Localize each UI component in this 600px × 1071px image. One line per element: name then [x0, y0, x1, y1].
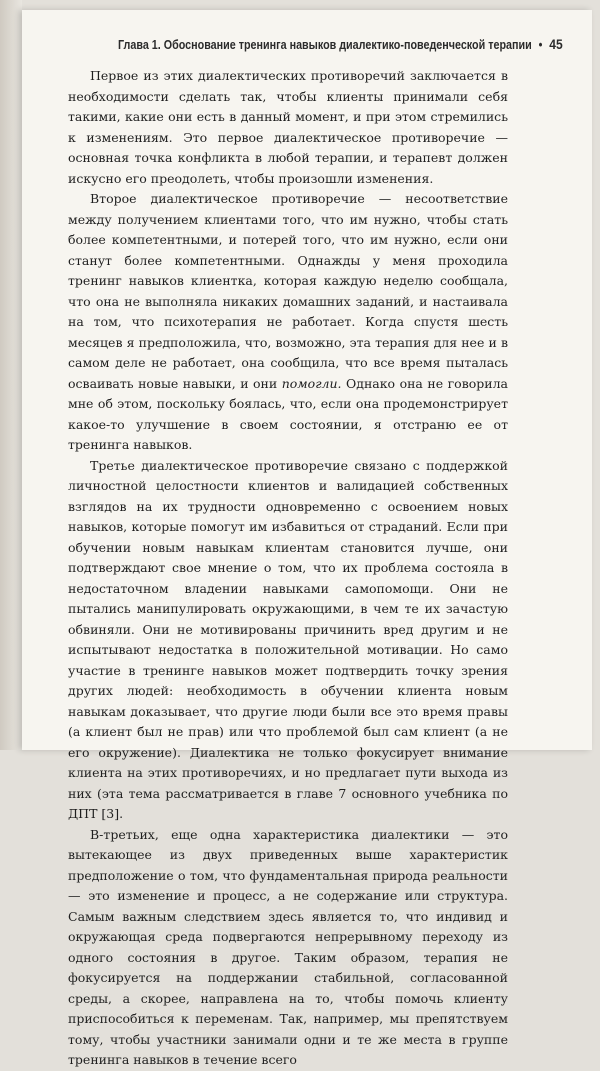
- paragraph-1: Первое из этих диалектических противоречий заключается в необходимости сделать так, чтобы клиенты принимали себя такими, какие они есть в данный момент, и при этом стремились к изменениям. Это первое диалектическое противоречие — основная точка конфликта в любой терапии, и терапевт должен искусно его преодолеть, чтобы произошли изменения.: [68, 68, 508, 186]
- page-number: 45: [549, 36, 563, 52]
- paragraph-2: [68, 189, 508, 456]
- paragraph-2-part-1: Второе диалектическое противоречие — несоответствие между получением клиентами того, что им нужно, чтобы стать более компетентными, и потерей того, что им нужно, если они станут более компетентными. Однажды у меня проходила тренинг навыков клиентка, которая каждую неделю сообщала, что она не выполняла никаких домашних заданий, и настаивала на том, что психотерапия не работает. Когда спустя шесть месяцев я предположила, что, возможно, эта терапия для нее и в самом деле не работает, она сообщила, что все время пыталась осваивать новые навыки, и они: [68, 191, 508, 391]
- paragraph-2-part-2: Однако она не говорила мне об этом, поскольку боялась, что, если она продемонстрирует какое-то улучшение в своем состоянии, я отстраню ее от тренинга навыков.: [68, 375, 508, 452]
- header-separator: •: [538, 38, 543, 52]
- body-text: [68, 66, 508, 1071]
- paragraph-3: Третье диалектическое противоречие связано с поддержкой личностной целостности клиентов и валидацией собственных взглядов на их трудности одновременно с освоением новых навыков, которые помогут им избавиться от страданий. Если при обучении новым навыкам клиентам становится лучше, они подтверждают свое мнение о том, что их проблема состояла в недостаточном владении навыками самопомощи. Они не пытались манипулировать окружающими, в чем те их зачастую обвиняли. Они не мотивированы причинить вред другим и не испытывают недостатка в положительной мотивации. Но само участие в тренинге навыков может подтвердить точку зрения других людей: необходимость в обучении клиента новым навыкам доказывает, что другие люди были все это время правы (а клиент был не прав) или что проблемой был сам клиент (а не его окружение). Диалектика не только фокусирует внимание клиента на этих противоречиях, и но предлагает пути выхода из них (эта тема рассматривается в главе 7 основного учебника по ДПТ [3].: [68, 457, 508, 821]
- paragraph-2-italic: помогли.: [281, 375, 342, 391]
- chapter-title: Глава 1. Обоснование тренинга навыков диалектико-поведенческой терапии: [118, 38, 532, 52]
- book-spine-shadow: [0, 0, 22, 750]
- paragraph-4: В-третьих, еще одна характеристика диалектики — это вытекающее из двух приведенных выше характеристик предположение о том, что фундаментальная природа реальности — это изменение и процесс, а не содержание или структура. Самым важным следствием здесь является то, что индивид и окружающая среда подвергаются непрерывному переходу из одного состояния в другое. Таким образом, терапия не фокусируется на поддержании стабильной, согласованной среды, а скорее, направлена на то, чтобы помочь клиенту приспособиться к переменам. Так, например, мы препятствуем тому, чтобы участники занимали одни и те же места в группе тренинга навыков в течение всего: [68, 826, 508, 1067]
- running-header: [118, 36, 563, 52]
